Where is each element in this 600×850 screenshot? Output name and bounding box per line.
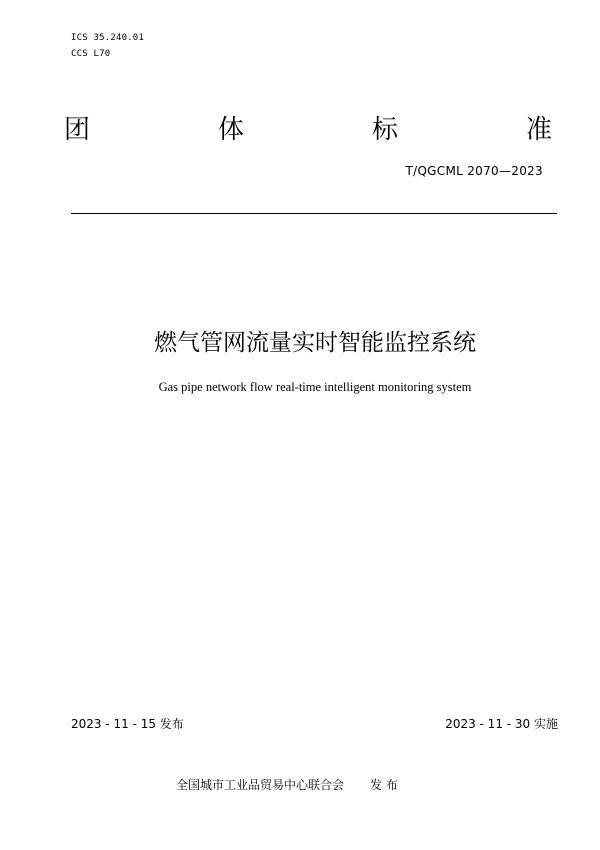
publish-action: 发 布 xyxy=(370,778,398,792)
ics-code: ICS 35.240.01 xyxy=(71,33,145,43)
standard-type-char: 体 xyxy=(217,115,244,145)
standard-type-char: 团 xyxy=(64,115,91,145)
publisher-name: 全国城市工业品贸易中心联合会 xyxy=(176,778,345,792)
issue-date: 2023 - 11 - 15 发布 xyxy=(71,717,184,731)
ccs-code: CCS L70 xyxy=(71,49,111,59)
standard-type-char: 标 xyxy=(371,115,398,145)
document-title-chinese: 燃气管网流量实时智能监控系统 xyxy=(154,330,476,356)
implementation-date: 2023 - 11 - 30 实施 xyxy=(445,717,558,731)
document-title-english: Gas pipe network flow real-time intelligent monitoring system xyxy=(158,380,472,394)
standard-type-heading xyxy=(64,114,552,146)
classification-codes xyxy=(71,30,144,62)
header-divider xyxy=(71,213,557,214)
publisher-line xyxy=(176,776,398,793)
standard-type-char: 准 xyxy=(525,115,552,145)
standard-number: T/QGCML 2070—2023 xyxy=(405,164,543,178)
